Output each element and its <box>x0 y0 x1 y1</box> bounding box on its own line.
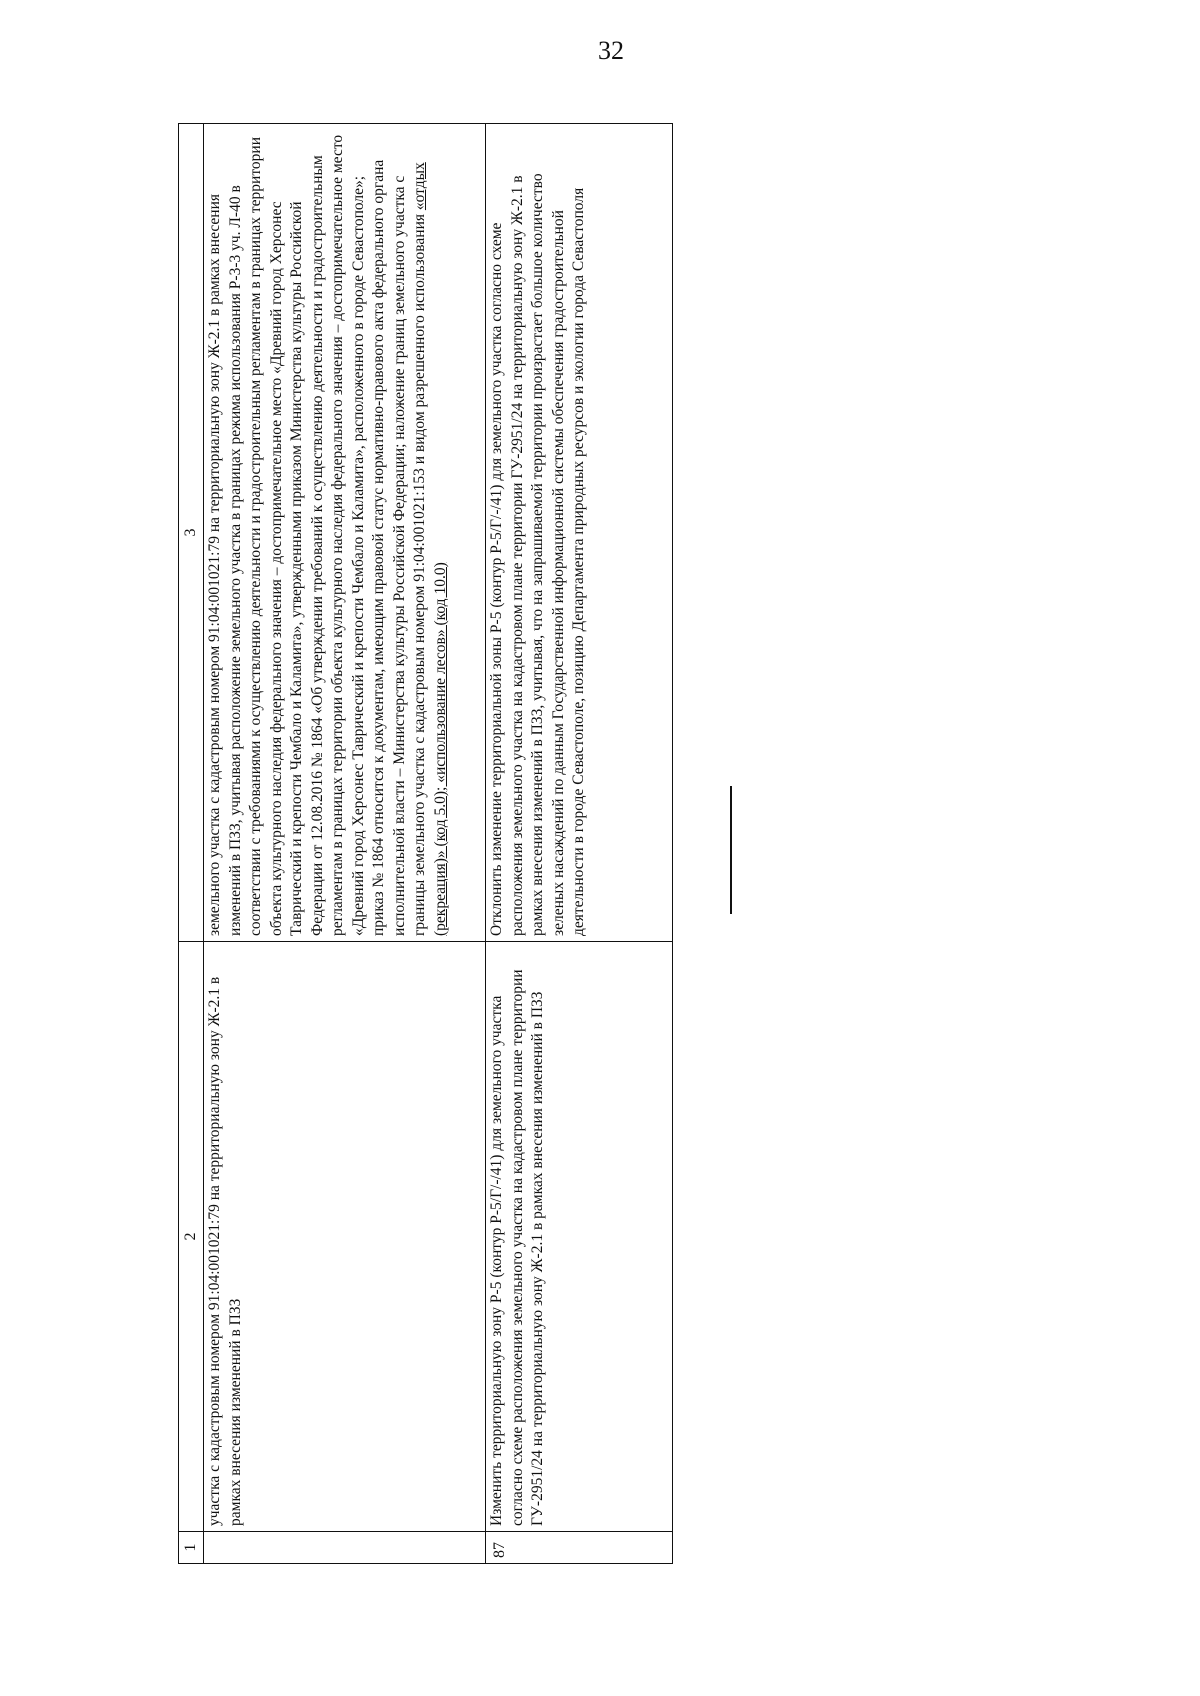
table-row <box>204 124 486 1564</box>
proposal-cell <box>486 942 673 1532</box>
decisions-table <box>178 123 673 1564</box>
header-cell-1: 1 <box>179 1532 204 1564</box>
decision-main-text: Отклонить изменение территориальной зоны Р-5 (контур Р-5/Г/-/41) для земельного участка согласно схеме расположения земельного участка на кадастровом плане территории ГУ-2951/24 на территориальную зону Ж-2.1 в рамках внесения изменений в ПЗЗ, учитывая, что на запрашиваемой территории произрастает большое количество зеленых насаждений по данным Государственной информационной системы обеспечения градостроительной деятельности в городе Севастополе, позицию Департамента природных ресурсов и экологии города Севастополя <box>488 173 587 936</box>
row-number: 87 <box>486 1532 673 1564</box>
decision-cell <box>204 124 486 942</box>
proposal-text: участка с кадастровым номером 91:04:001021:79 на территориальную зону Ж-2.1 в рамках внесения изменений в ПЗЗ <box>206 976 244 1526</box>
rotated-table-container <box>178 124 673 1564</box>
separator-line <box>730 786 732 914</box>
decision-text <box>487 129 590 936</box>
decision-underlined-text: «отдых (рекреация)» (код 5.0); «использование лесов» (код 10.0) <box>411 162 449 936</box>
row-number <box>204 1532 486 1564</box>
header-cell-2: 2 <box>179 942 204 1532</box>
proposal-text: Изменить территориальную зону Р-5 (контур Р-5/Г/-/41) для земельного участка согласно схеме расположения земельного участка на кадастровом плане территории ГУ-2951/24 на территориальную зону Ж-2.1 в рамках внесения изменений в ПЗЗ <box>488 969 546 1526</box>
proposal-cell <box>204 942 486 1532</box>
decision-text <box>205 129 451 936</box>
table-header-row <box>179 124 204 1564</box>
table-row <box>486 124 673 1564</box>
page-number: 32 <box>598 36 624 65</box>
decision-cell <box>486 124 673 942</box>
decision-main-text: земельного участка с кадастровым номером 91:04:001021:79 на территориальную зону Ж-2.1 в рамках внесения изменений в ПЗЗ, учитывая расположение земельного участка в границах режима использования Р-3-3 уч. Л-40 в соответствии с требованиями к осуществлению деятельности и градостроительным регламентам в границах территории объекта культурного наследия федерального значения – достопримечательное место «Древний город Херсонес Таврический и крепости Чембало и Каламита», утвержденными приказом Министерства культуры Российской Федерации от 12.08.2016 № 1864 «Об утверждении требований к осуществлению деятельности и градостроительным регламентам в границах территории объекта культурного наследия федерального значения – достопримечательное место «Древний город Херсонес Таврический и крепости Чембало и Каламита», расположенного в городе Севастополе»; приказ № 1864 относится к документам, имеющим правовой статус нормативно-правового акта федерального органа исполнительной власти – Министерства культуры Российской Федерации; наложение границ земельного участка с границы земельного участка с кадастровым номером 91:04:001021:153 и видом разрешенного использования <box>206 134 428 936</box>
header-cell-3: 3 <box>179 124 204 942</box>
